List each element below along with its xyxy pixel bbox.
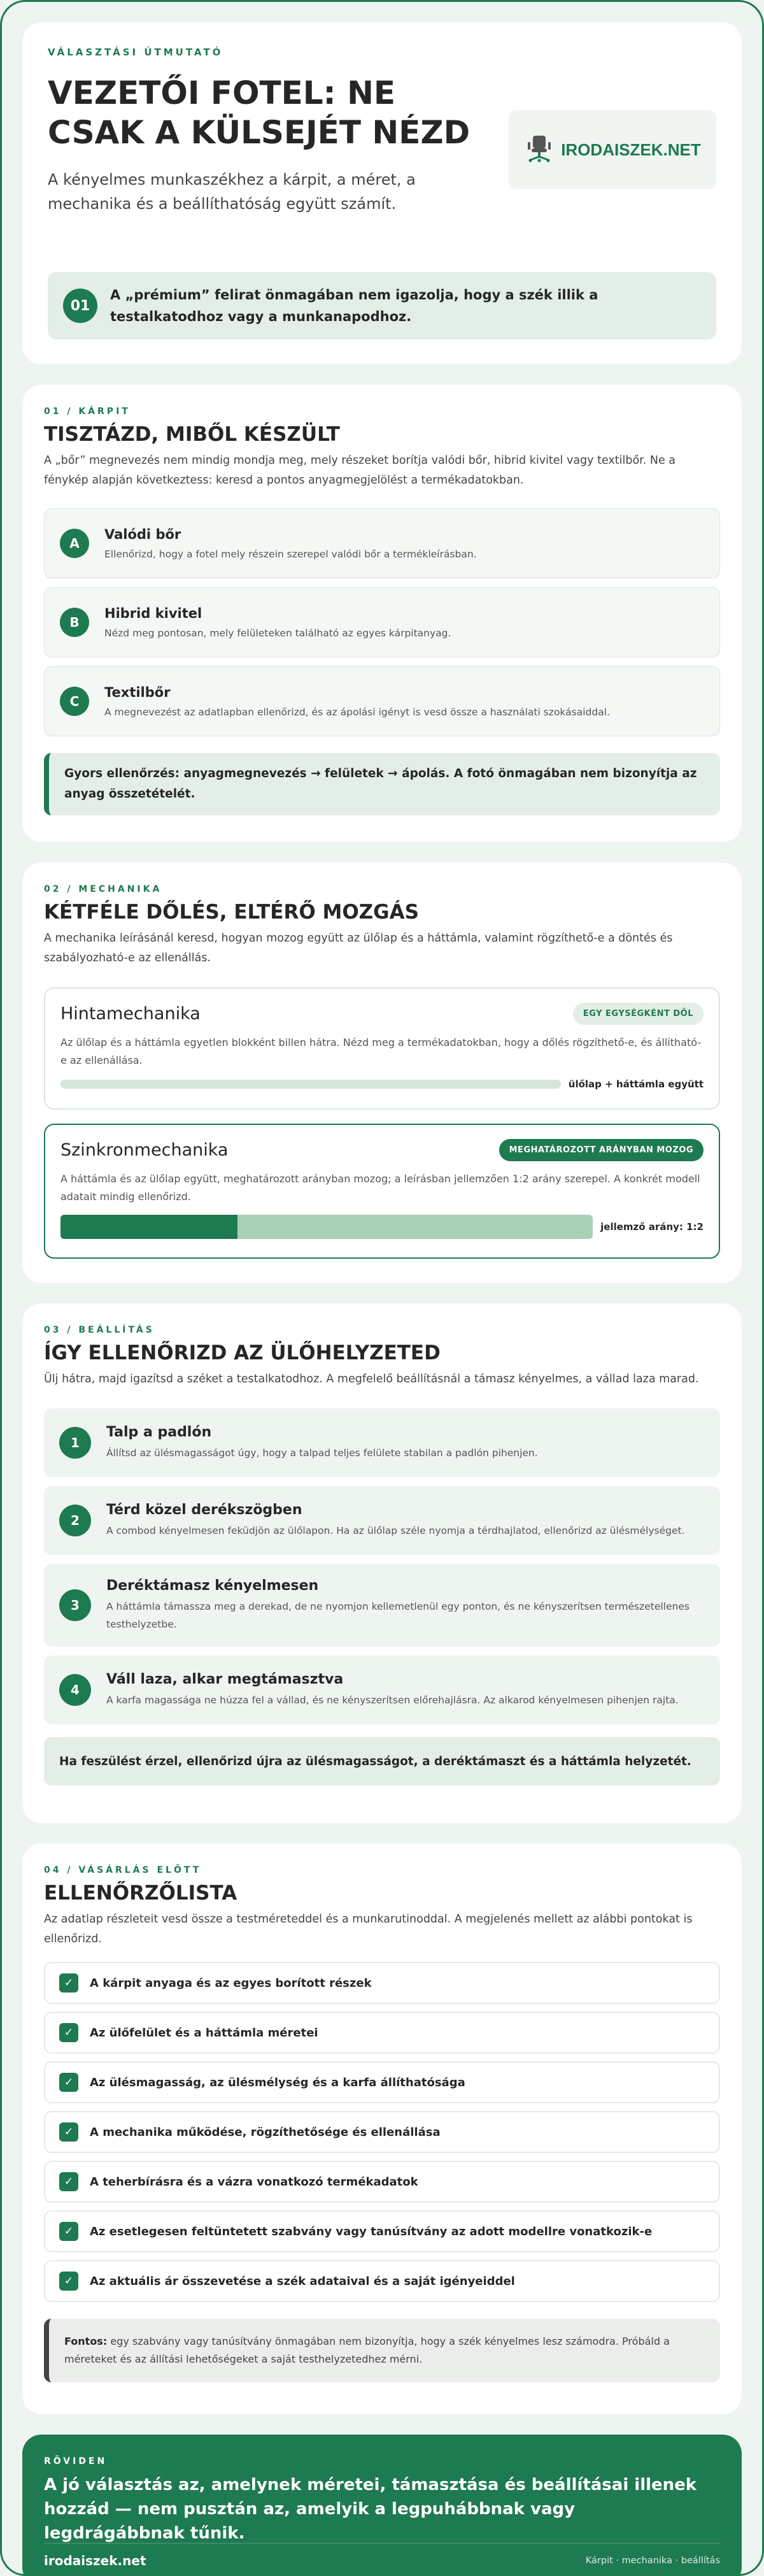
check-icon: ✓ xyxy=(59,2172,78,2191)
mechanism-bar-label: ülőlap + háttámla együtt xyxy=(568,1078,704,1090)
important-tip xyxy=(44,2319,720,2382)
footer-label: RÖVIDEN xyxy=(44,2456,108,2466)
brand-logo[interactable] xyxy=(509,110,716,189)
checklist xyxy=(44,1962,720,2302)
step-desc: A karfa magassága ne húzza fel a vállad, és ne kényszerítsen előrehajlásra. Az alkarod kényelmesen pihenjen rajta. xyxy=(106,1694,679,1706)
material-item xyxy=(44,508,720,578)
step-desc: A háttámla támassza meg a derekad, de ne nyomjon kellemetlenül egy ponton, és ne kényszerítsen természetellenes testhelyzetbe. xyxy=(106,1600,690,1630)
item-letter-badge: C xyxy=(60,687,89,716)
footer-site-link[interactable]: irodaiszek.net xyxy=(44,2553,146,2568)
section-intro: A „bőr” megnevezés nem mindig mondja meg, mely részeket borítja valódi bőr, hibrid kivitel vagy textilbőr. Ne a fénykép alapján következtess: keresd a pontos anyagmegjelölést a termékadatokban. xyxy=(44,454,676,487)
mechanism-card-synchro xyxy=(44,1124,720,1259)
footer-tags: Kárpit · mechanika · beállítás xyxy=(585,2556,720,2566)
quick-check-quote: Gyors ellenőrzés: anyagmegnevezés → felületek → ápolás. A fotó önmagában nem bizonyítja az anyag összetételét. xyxy=(44,753,720,815)
checklist-item[interactable] xyxy=(44,2012,720,2054)
footer-summary: A jó választás az, amelynek méretei, támasztása és beállításai illenek hozzád — nem pusztán az, amelyik a legpuhábbnak vagy legdrágábbnak tűnik. xyxy=(44,2475,697,2543)
section-label: 02 / MECHANIKA xyxy=(44,884,162,894)
section-title: KÉTFÉLE DŐLÉS, ELTÉRŐ MOZGÁS xyxy=(44,901,419,924)
mechanism-bar xyxy=(60,1080,561,1089)
item-desc: Ellenőrizd, hogy a fotel mely részein szerepel valódi bőr a termékleírásban. xyxy=(104,548,477,560)
check-icon: ✓ xyxy=(59,2222,78,2241)
checklist-item-text: A mechanika működése, rögzíthetősége és ellenállása xyxy=(90,2125,441,2139)
item-letter-badge: A xyxy=(60,529,89,558)
section-label: 04 / VÁSÁRLÁS ELŐTT xyxy=(44,1865,202,1875)
material-list xyxy=(44,508,720,736)
step-desc: A combod kényelmesen feküdjön az ülőlapon. Ha az ülőlap széle nyomja a térdhajlatod, ellenőrizd az ülésmélységet. xyxy=(106,1524,685,1536)
step-item xyxy=(44,1486,720,1555)
step-item xyxy=(44,1408,720,1477)
section-title: TISZTÁZD, MIBŐL KÉSZÜLT xyxy=(44,423,340,446)
step-title: Deréktámasz kényelmesen xyxy=(106,1577,319,1594)
step-title: Váll laza, alkar megtámasztva xyxy=(106,1671,344,1687)
checklist-item-text: Az esetlegesen feltüntetett szabvány vagy tanúsítvány az adott modellre vonatkozik-e xyxy=(90,2224,653,2238)
check-icon: ✓ xyxy=(59,2272,78,2291)
checklist-item-text: Az aktuális ár összevetése a szék adataival és a saját igényeiddel xyxy=(90,2274,515,2288)
section-title: ÍGY ELLENŐRIZD AZ ÜLŐHELYZETED xyxy=(44,1342,441,1364)
mechanism-section xyxy=(22,862,742,1283)
step-item xyxy=(44,1656,720,1724)
checklist-item[interactable] xyxy=(44,1962,720,2004)
item-desc: Nézd meg pontosan, mely felületeken található az egyes kárpitanyag. xyxy=(104,627,451,639)
mechanism-badge: EGY EGYSÉGKÉNT DŐL xyxy=(573,1003,704,1025)
callout-text: A „prémium” felirat önmagában nem igazolja, hogy a szék illik a testalkatodhoz vagy a munkanapodhoz. xyxy=(110,287,598,324)
hero-callout xyxy=(48,272,716,340)
checklist-item[interactable] xyxy=(44,2260,720,2302)
step-title: Térd közel derékszögben xyxy=(106,1501,302,1518)
step-title: Talp a padlón xyxy=(106,1424,212,1440)
checklist-item[interactable] xyxy=(44,2061,720,2103)
checklist-section xyxy=(22,1843,742,2414)
checklist-item-text: Az ülésmagasság, az ülésmélység és a karfa állíthatósága xyxy=(90,2075,465,2089)
check-icon: ✓ xyxy=(59,1973,78,1993)
item-desc: A megnevezést az adatlapban ellenőrizd, és az ápolási igényt is vesd össze a használati szokásaiddal. xyxy=(104,706,610,718)
section-intro: Ülj hátra, majd igazítsd a széket a testalkatodhoz. A megfelelő beállításnál a támasz kényelmes, a vállad laza marad. xyxy=(44,1373,699,1385)
summary-footer xyxy=(22,2435,742,2576)
mechanism-title: Hintamechanika xyxy=(60,1004,201,1024)
step-number: 2 xyxy=(59,1505,91,1536)
check-icon: ✓ xyxy=(59,2073,78,2092)
mechanism-desc: Az ülőlap és a háttámla egyetlen blokként billen hátra. Nézd meg a termékadatokban, hogy a dőlés rögzíthető-e, és állítható-e az ellenállása. xyxy=(60,1036,702,1066)
mechanism-bar-fill xyxy=(60,1215,237,1239)
checklist-item[interactable] xyxy=(44,2210,720,2252)
mechanism-bar-fill xyxy=(60,1080,561,1089)
checklist-item[interactable] xyxy=(44,2111,720,2153)
hero-eyebrow: VÁLASZTÁSI ÚTMUTATÓ xyxy=(48,47,223,58)
mechanism-card-rocking xyxy=(44,987,720,1110)
checklist-item-text: A teherbírásra és a vázra vonatkozó termékadatok xyxy=(90,2175,418,2189)
checklist-item-text: Az ülőfelület és a háttámla méretei xyxy=(90,2026,318,2040)
footer-divider xyxy=(44,2543,720,2544)
step-desc: Állítsd az ülésmagasságot úgy, hogy a talpad teljes felülete stabilan a padlón pihenjen. xyxy=(106,1447,538,1459)
section-title: ELLENŐRZŐLISTA xyxy=(44,1882,237,1905)
item-title: Hibrid kivitel xyxy=(104,606,202,621)
mechanism-title: Szinkronmechanika xyxy=(60,1140,229,1160)
material-item xyxy=(44,587,720,657)
callout-number: 01 xyxy=(63,289,97,323)
setup-note: Ha feszülést érzel, ellenőrizd újra az ülésmagasságot, a deréktámaszt és a háttámla helyzetét. xyxy=(44,1737,720,1785)
step-list xyxy=(44,1408,720,1724)
hero-card xyxy=(22,22,742,364)
tip-text: egy szabvány vagy tanúsítvány önmagában nem bizonyítja, hogy a szék kényelmes lesz számodra. Próbáld a méreteket és az állítási lehetőségeket a saját testhelyzetedhez mérni. xyxy=(64,2335,670,2365)
checklist-item[interactable] xyxy=(44,2161,720,2203)
step-item xyxy=(44,1564,720,1647)
material-section xyxy=(22,385,742,842)
step-number: 4 xyxy=(59,1674,91,1706)
step-number: 1 xyxy=(59,1427,91,1459)
tip-label: Fontos: xyxy=(64,2335,108,2347)
mechanism-bar-label: jellemző arány: 1:2 xyxy=(600,1221,704,1233)
section-intro: Az adatlap részleteit vesd össze a testméreteddel és a munkarutinoddal. A megjelenés mellett az alábbi pontokat is ellenőrizd. xyxy=(44,1913,693,1945)
logo-text: IRODAISZEK.NET xyxy=(561,140,701,159)
check-icon: ✓ xyxy=(59,2122,78,2142)
mechanism-desc: A háttámla és az ülőlap együtt, meghatározott arányban mozog; a leírásban jellemzően 1:2 arány szerepel. A konkrét modell adatait mindig ellenőrizd. xyxy=(60,1173,700,1203)
hero-subtitle: A kényelmes munkaszékhez a kárpit, a méret, a mechanika és a beállíthatóság együtt számít. xyxy=(48,171,416,213)
material-item xyxy=(44,666,720,736)
section-label: 01 / KÁRPIT xyxy=(44,406,131,417)
setup-section xyxy=(22,1303,742,1823)
checklist-item-text: A kárpit anyaga és az egyes borított részek xyxy=(90,1976,372,1990)
page-title: VEZETŐI FOTEL: NE CSAK A KÜLSEJÉT NÉZD xyxy=(48,75,470,151)
section-label: 03 / BEÁLLÍTÁS xyxy=(44,1325,155,1335)
item-title: Textilbőr xyxy=(104,685,171,700)
check-icon: ✓ xyxy=(59,2023,78,2042)
item-letter-badge: B xyxy=(60,608,89,637)
step-number: 3 xyxy=(59,1589,91,1621)
mechanism-badge: MEGHATÁROZOTT ARÁNYBAN MOZOG xyxy=(499,1139,704,1161)
mechanism-bar xyxy=(60,1215,593,1239)
section-intro: A mechanika leírásánál keresd, hogyan mozog együtt az ülőlap és a háttámla, valamint rögzíthető-e a döntés és szabályozható-e az ellenállás. xyxy=(44,932,673,964)
item-title: Valódi bőr xyxy=(104,527,181,542)
office-chair-icon xyxy=(524,133,555,166)
